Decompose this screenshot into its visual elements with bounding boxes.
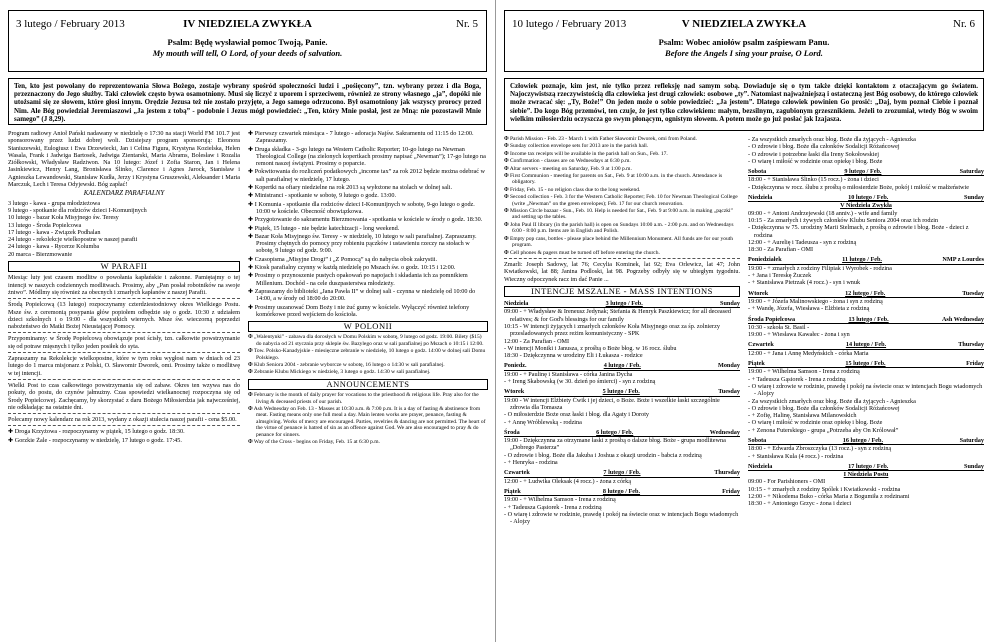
mass-line: - + Henryka - rodzina — [504, 459, 558, 467]
calendar-entry: 24 lutego - kawa - Rycerze Kolumba — [8, 243, 100, 251]
mass-date: 5 lutego / Feb. — [602, 388, 640, 396]
mass-line: - O wiarę i miłość w rodzinie oraz opiekę i błog. Boże — [748, 419, 883, 427]
list-item: ✠ Way of the Cross - begins on Friday, Feb. 15 at 6:30 p.m. — [248, 439, 488, 445]
mass-line: - Dziękczynna w 75. urodziny Marii Stelmach, z prośbą o zdrowie i błog. Boże - dzieci z rodzina — [748, 224, 969, 239]
mass-line: 12:00 - + Jana i Annę Medyńskich - córka Maria — [748, 349, 869, 357]
mass-date: 14 lutego / Feb. — [845, 341, 887, 349]
issue-number: Nr. 6 — [953, 18, 975, 30]
list-item: ✚ Droga Krzyżowa - rozpoczynamy w piątek, 15 lutego o godz. 18:30. — [8, 428, 240, 435]
mass-line: - Za wszystkich zmarłych oraz błog. Boże dla żyjących - Agnieszka — [748, 136, 916, 143]
mass-line: - + Tadeusza Gąsiorek - Irena z rodziną — [748, 375, 846, 383]
mass-day-en: Ash Wednesday — [941, 315, 984, 323]
mass-day-header — [504, 300, 740, 308]
list-item: ✠ Empty pop cans, bottles - please place behind the Millennium Monument. All funds are for our youth program. — [504, 236, 740, 249]
mass-line: 10:30 - szkoła St. Basil - — [748, 323, 810, 331]
divider — [8, 332, 240, 333]
list-item: ✠ „Walentynki” - zabawa dla dorosłych w Domu Polskim w sobotę, 9 lutego od godz. 19:00. Bilety ($15) do nabycia od 21 stycznia przy sklepie św. Bazylego oraz w sali parafialnej po Mszach o 10:15 i 12:00. — [248, 334, 488, 347]
mass-day-header — [504, 429, 740, 437]
column-a — [8, 130, 240, 638]
mass-day: Wtorek — [504, 388, 525, 396]
calendar-entry: 3 lutego - kawa - grupa młodzieżowa — [8, 199, 101, 207]
list-item: ✠ Mission Circle bazaar - Sun., Feb. 10. Help is needed for Sat., Feb. 9 at 9:00 a.m. in making „pączki” and setting up the tables. — [504, 208, 740, 221]
divider — [8, 425, 240, 426]
mass-date: 3 lutego / Feb. — [605, 300, 643, 308]
calendar-entry: 17 lutego - kawa - Związek Podhalan — [8, 228, 101, 236]
mass-line: 12:00 - Za Parafian - OMI — [504, 337, 570, 345]
calendar-entry: 13 lutego - Środa Popielcowa — [8, 221, 82, 229]
paragraph: Środą Popielcową (13 lutego) rozpoczynamy czterdziestodniowy okres Wielkiego Postu. Msze św. z ceremonią posypania głów popiołem odbędzie się o godz. 10:30 z udziałem dzieci szkolnych i o 19:00 - dla wszystkich wiernych. Msze św. wieczorną poprzedzi nabożeństwo do Matki Bożej Nieustającej Pomocy. — [8, 301, 240, 331]
divider — [504, 258, 740, 259]
list-item: ✚ Gorzkie Żale - rozpoczynamy w niedzielę, 17 lutego o godz. 17:45. — [8, 437, 240, 444]
mass-day-en: Friday — [722, 487, 740, 495]
mass-day: Czwartek — [748, 341, 774, 349]
calendar-entry: 9 lutego - spotkanie dla rodziców dzieci I-Komunijnych — [8, 206, 147, 214]
mass-line: 19:00 - + Józefa Malinowskiego - żona i syn z rodziną — [748, 297, 883, 305]
mass-line: 18:00 - + Edwarda Zbroszczyka (13 rocz.) - syn z rodziną — [748, 445, 892, 453]
mass-date: 13 lutego / Feb. — [848, 315, 889, 323]
intro-reflection: Ten, kto jest powołany do reprezentowania Słowa Bożego, zostaje wybrany spośród społeczności ludzi i „pośięcony”, tzn. wybrany przez i dla Boga, przeznaczony do Jego służby. Taki człowiek często bywa osamotniony. Musi się liczyć z uporem i sprzeciwem, również ze strony własnego „ja”, dopóki nie utożsami się ze słowem, które głosi innym. Orędzie Jezusa też nie zostało przyjęte, a Jego samego odrzucono. Był osamotniony jak wszyscy prorocy przed Nim. Ale Bóg powiedział Jeremiaszowi „Ja jestem z tobą” - podobnie i Jezus mógł powiedzieć: „Ten, który Mnie posłał, jest ze Mną: nie pozostawił Mnie samego” (J 8,29). — [8, 78, 487, 125]
paragraph: Program radiowy Anioł Pański nadawany w niedzielę o 17:30 na stacji World FM 101.7 jest sponsorowany przez ludzi dobrej woli. Dzisiejszy program sponsorują: Eleonora Staniszewski, Eulogiusz i Ewa Drzewiecki, Jan i Celina Figura, Krystyna Kozielska, Helen Wasala, Frank i Jadwiga Bartosek, Jadwiga Zientarski, Maria Abrams, Bolesław i Rozalia Ziółkowski, Władysław Radziwon. Na 10 lutego: Józef i Zofia Staron, Jan i Helena Jasinkiewicz, Henry Lang, Bronisława Ślinko, Clarence i Agnes Jarock, Stanisław i Agnieszka Lewandowski, Stanisław Kudła, Jerzy i Krystyna Gruszewski, Aleksander i Maria Marczuk, Lech i Teresa Odyjewski. Bóg zapłać! — [8, 130, 240, 189]
divider — [8, 379, 240, 380]
mass-day-header — [504, 469, 740, 477]
mass-line: 19:00 - Dziękczynna za otrzymane łaski z prośbą o dalsze błog. Boże - grupa modlitewna „Dobrego Pasterza” — [504, 437, 726, 452]
list-item: ✚ Druga składka - 3-go lutego na Western Catholic Reporter; 10-go lutego na Newman Theological College (na zielonych kopertkach prosimy napisać „Newman”); 17-go lutego na remont naszej świątyni. Prosimy o poparcie. — [248, 146, 488, 168]
psalm-pl: Psalm: Będę wysławiał pomoc Twoją, Panie. — [167, 37, 328, 47]
mass-date: 4 lutego / Feb. — [603, 362, 641, 370]
calendar-entry: 10 lutego - bazar Koła Misyjnego św. Teresy — [8, 214, 119, 222]
mass-day: Niedziela — [748, 462, 773, 470]
mass-date: 6 lutego / Feb. — [596, 428, 634, 436]
parish-news — [8, 274, 240, 426]
divider — [8, 352, 240, 353]
liturgical-day: I Niedziela Postu — [843, 471, 889, 479]
list-item: ✠ Cell phones & pagers must be turned off before entering the church. — [504, 250, 740, 256]
mass-day-en: Friday — [966, 360, 984, 368]
mass-day-en: Saturday — [959, 436, 984, 444]
mass-date: 8 lutego / Feb. — [602, 487, 641, 495]
mass-day-header — [748, 194, 984, 202]
column-b — [248, 130, 488, 638]
list-item: ✚ Prosimy o przynoszenie pustych opakowań po napojach i składania ich za pomnikiem Millenium. Dochód - na cele duszpasterstwa młodzieży. — [248, 272, 488, 287]
list-item: ✚ Pokwitowania do rozliczeń podatkowych „income tax” za rok 2012 będzie można odebrać w sali parafialnej w niedzielę, 17 lutego. — [248, 168, 488, 183]
mass-day: Sobota — [748, 436, 767, 444]
mass-day-header — [504, 362, 740, 370]
psalm-en: My mouth will tell, O Lord, of your deeds of salvation. — [152, 48, 343, 58]
mass-day-en: Sunday — [964, 194, 984, 202]
paragraph: Polecamy nowy kalendarz na rok 2013, wydany z okazji stulecia naszej parafii - cena $5.00. — [8, 416, 237, 424]
mass-line: - O wiarę i zdrowie w rodzinie, prawdę i pokój na świecie oraz w intencjach Bogu wiadomych - Alojzy — [504, 510, 739, 526]
list-item: ✠ Altar servers - meeting on Saturday, Feb. 9 at 1:00 p.m. — [504, 166, 740, 172]
paragraph: Wielki Post to czas całkowitego powstrzymania się od zabaw. Okres ten wzywa nas do pokuty, do postu, do czynów jałmużny. Czas spowiedzi wielkanocnej rozpoczyna się od Środy Popielcowej. Zachęcamy, by skorzystać z daru Bożego Miłosierdzia jak najwcześniej, nie odkładając na ostatnie dni. — [8, 381, 240, 411]
mass-line: - + Jana i Tereskę Żuczek — [748, 272, 812, 280]
list-item: ✚ Pierwszy czwartek miesiąca - 7 lutego - adoracja Najśw. Sakramentu od 11:15 do 12:00. Zapraszamy. — [248, 130, 488, 145]
issue-number: Nr. 5 — [456, 18, 478, 30]
header-box — [8, 10, 487, 72]
mass-day-header — [748, 290, 984, 298]
calendar-entry: 24 lutego - rekolekcje wielkopostne w naszej parafii — [8, 236, 138, 244]
list-item: ✠ Confirmation - classes are on Wednesdays at 6:30 p.m. — [504, 158, 740, 164]
radio-sponsors — [8, 130, 240, 188]
english-notices — [504, 136, 740, 256]
deceased-notice: Zmarli: Joseph Sadowy, lat 76; Cecylia Kominek, lat 92; Eva Orlewicz, lat 47; John Kwiatkowski, lat 88; Janina Podloski, lat 98. Pogrzeby odbyły się w ubiegłym tygodniu. Wieczny odpoczynek racz im dać Panie ... — [504, 260, 740, 283]
calendar-title: KALENDARZ PARAFIALNY — [83, 189, 165, 198]
sunday-title: V NIEDZIELA ZWYKŁA — [681, 18, 807, 30]
mass-line: 10:15 - + zmarłych z rodziny Spólek i Kwiatkowski - rodzina — [748, 485, 901, 493]
section-announcements: ANNOUNCEMENTS — [248, 379, 488, 390]
mass-line: - O zdrowie i potrzebne łaski dla Ireny Sokołowskiej — [748, 150, 879, 158]
mass-line: - Za wszystkich zmarłych oraz błog. Boże dla żyjących - Agnieszka — [748, 397, 916, 405]
mass-day: Poniedziałek — [748, 256, 782, 264]
mass-date: 16 lutego / Feb. — [842, 436, 884, 444]
mass-line: 12:00 - + Aurelię i Tadeusza - syn z rodziną — [748, 238, 857, 246]
mass-line: - + Stanisława Kula (4 rocz.) - rodzina — [748, 452, 844, 460]
mass-day-en: Tuesday — [962, 289, 984, 297]
mass-line: 19:00 - + Wiesława Kawałec - żona i syn — [748, 331, 850, 339]
divider — [8, 298, 240, 299]
mass-line: 10:15 - Za zmarłych i żywych członków Klubu Seniora 2004 oraz ich rodzin — [748, 216, 939, 224]
mass-day: Środa — [504, 428, 520, 436]
mass-line: 09:00 - + Antoni Andrzejewski (18 anniv.) - wife and family — [748, 209, 898, 217]
paragraph: Przypominamy: w Środę Popielcową obowiązuje post ścisły, tzn. całkowite powstrzymanie się od potraw mięsnych i tylko jeden posiłek do syta. — [8, 335, 240, 350]
issue-date: 10 lutego / February 2013 — [512, 18, 627, 30]
list-item: ✚ Ministranci - spotkanie w sobotę, 9 lutego o godz. 13:00. — [248, 192, 488, 199]
mass-date: 10 lutego / Feb. — [848, 194, 889, 202]
list-item: ✚ Prosimy uszanować Dom Boży i nie żuć gumy w kościele. Wyłączyć również telefony komórkowe przed wejściem do kościoła. — [248, 304, 488, 319]
mass-line: - O wiarę i zdrowie w rodzinie, prawdę i pokój na świecie oraz w intencjach Bogu wiadomych - Alojzy — [748, 382, 983, 398]
mass-line: 09:00 - + Władysław & Ireneusz Jedynak; Stefania & Henryk Paszkiewicz; for all deceased relatives; & for God's blessings for our family — [504, 308, 731, 323]
mass-day: Niedziela — [504, 300, 529, 308]
mass-day-en: Sunday — [964, 462, 984, 470]
mass-day-header — [748, 341, 984, 349]
mass-line: - O zdrowie i błog. Boże dla członków Sodalicji Różańcowej — [748, 404, 900, 412]
mass-line: - W intencji Moniki i Janusza, z prośbą o Boże błog. w 16 rocz. ślubu — [504, 344, 677, 352]
mass-day-en: Thursday — [958, 341, 984, 349]
mass-line: 18:00 - + Stanisława Ślinko (15 rocz.) - żona i dzieci — [748, 176, 879, 184]
mass-intentions-b — [748, 168, 984, 507]
intro-reflection: Człowiek poznaje, kim jest, nie tylko przez refleksję nad samym sobą. Dowiaduje się o tym także dzięki kontaktom z otaczającym go światem. Najoczywistszą rzeczywistością dla człowieka jest drugi człowiek: osobowe „ty”. Natomiast najważniejszą i ostateczną jest Bóg osobowy, do którego człowiek może zwracać się: „Ty, Boże!” On jeden może o sobie powiedzieć: „Ja jestem”. Dlatego człowiek powinien Go prosić: „Daj, bym poznał Ciebie i poznał siebie”. Do kogo Bóg przemówi, ten czuje, że jest tylko człowiekiem: małym, bezsilnym, zagubionym grzesznikiem. Jeżeli to zrozumiał, wtedy Bóg w swoim wielkim miłosierdziu oczyszcza go swym płonącym, ognistym słowem. A potem może go już posłać jak Izajasza. — [504, 78, 984, 131]
mass-day: Piątek — [748, 360, 765, 368]
mass-date: 15 lutego / Feb. — [845, 360, 886, 368]
column-b — [748, 136, 984, 638]
list-item: ✚ I Komunia - spotkanie dla rodziców dzieci I-Komunijnych w sobotę, 9-go lutego o godz. 10:00 w kościele. Obecność obowiązkowa. — [248, 201, 488, 216]
mass-line: 19:00 - W intencji Elżbiety Ćwik i jej dzieci, o Boże. Boże i wszelkie łaski szczególnie zdrowia dla Tomasza — [504, 396, 720, 411]
mass-day: Piątek — [504, 487, 521, 495]
english-announcements — [248, 392, 488, 445]
list-item: ✠ Ash Wednesday on Feb. 13 - Masses at 10:30 a.m. & 7:00 p.m. It is a day of fasting & abstinence from meat. Fasting means only one full meal a day. Main lenten works are prayer, penance, fasting & almsgiving. Works of mercy are encouraged. Parties, revelries & dancing are not permitted. The heart of the virtue of penance is hatred of sin as an offence against God. We are also encouraged to pray & do penance for sinners. — [248, 406, 488, 438]
mass-date: 11 lutego / Feb. — [842, 256, 882, 264]
mass-line: - Dziękczynna w rocz. ślubu z prośbą o miłosierdzie Boże, pokój i miłość w małżeństwie — [748, 183, 969, 191]
mass-date: 12 lutego / Feb. — [845, 289, 886, 297]
list-item: ✚ Kiosk parafialny czynny w każdą niedzielę po Mszach św. o godz. 10:15 i 12:00. — [248, 264, 488, 271]
psalm — [9, 37, 486, 59]
paragraph: Miesiąc luty jest czasem modlitw o powołania kapłańskie i zakonne. Pamiętajmy o tej intencji w naszych codziennych modlitwach. Prosimy, aby „Pan posłał robotników na swoje żniwo”. Módlmy się również za obecnych i zmarłych kapłanów z naszej Parafii. — [8, 274, 240, 296]
mass-line: 19:00 - + Wilhelma Samson - Irena z rodziną — [748, 368, 860, 376]
mass-day-en: Thursday — [714, 469, 740, 477]
list-item: ✠ John Paul II library (in the parish hall) is open on Sundays 10:00 a.m. - 2:00 p.m. and on Wednesdays 6:00 - 8:00 p.m. Items are in English and Polish. — [504, 222, 740, 235]
divider — [8, 413, 240, 414]
mass-line: 19:00 - + Paulinę i Stanisława - córka Janina Dycha — [504, 370, 633, 378]
bulletin-page-right — [496, 0, 992, 642]
mass-day-header — [748, 360, 984, 368]
mass-day: Czwartek — [504, 469, 530, 477]
column-a — [504, 136, 740, 638]
mass-line: - + Tadeusza Gąsiorek - Irena z rodziną — [504, 503, 602, 511]
mass-line: - + Stanisława Pietrzak (4 rocz.) - syn i wnuk — [748, 279, 861, 287]
header-box — [504, 10, 984, 72]
psalm-en: Before the Angels I sing your praise, O Lord. — [665, 48, 823, 58]
mass-day-en: Sunday — [720, 300, 740, 308]
mass-day-header — [748, 437, 984, 445]
paragraph: Zapraszamy na Rekolekcje wielkopostne, które w tym roku wygłosi nam w dniach od 23 lutego do 1 marca misjonarz z Polski, O. Sławomir Dworek, omi. Prosimy także o modlitwę w tej intencji. — [8, 355, 240, 377]
section-w-polonii: W POLONII — [248, 321, 488, 332]
list-item: ✠ Parish Mission - Feb. 23 - March 1 with Father Sławomir Dworek, omi from Poland. — [504, 136, 740, 142]
list-item: ✠ Sunday collection envelope sets for 2013 are in the parish hall. — [504, 143, 740, 149]
list-item: ✚ Piątek, 15 lutego - nie będzie katechizacji - long weekend. — [248, 225, 488, 232]
section-w-parafii: W PARAFII — [8, 261, 240, 272]
mass-day: Środa Popielcowa — [748, 315, 796, 323]
mass-line: 09:00 - For Parishioners - OMI — [748, 478, 826, 486]
list-item: ✚ Bazar Koła Misyjnego św. Teresy - w niedzielę, 10 lutego w sali parafialnej. Zapraszamy. Prosimy chętnych do pomocy przy robieniu pączków i ustawieniu rzeczy na stołach w sobotę, 9 lutego od godz. 9:00. — [248, 233, 488, 255]
mass-day-header — [748, 463, 984, 471]
mass-line: - + Zenona Futerskiego - grupa „Potrzeba aby On Królował” — [748, 426, 899, 434]
list-item: ✚ Zapraszamy do biblioteki „Jana Pawła II” w dolnej sali - czynna w niedzielę od 10:00 do 14:00, a w środy od 18:00 do 20:00. — [248, 288, 488, 303]
mass-date: 9 lutego / Feb. — [844, 168, 882, 176]
mass-day-en: NMP z Lourdes — [942, 256, 984, 264]
list-item: ✠ Second collection - Feb. 3 for the Western Catholic Reporter; Feb. 10 for Newman Theological College (write „Newman” on the green envelopes); Feb. 17 for our church renovation. — [504, 194, 740, 207]
mass-line: - + Zofię, Halinę, Stanisława Milanowskich — [748, 412, 857, 420]
list-item: ✠ Klub Seniora 2004 - zebranie wyborcze w sobotę, 16 lutego o 14:30 w sali parafialnej. — [248, 362, 488, 368]
list-item: ✠ Income tax receipts will be available in the parish hall on Sun., Feb. 17. — [504, 151, 740, 157]
polonia-notices — [248, 334, 488, 375]
mass-line: - O zdrowie i błog. Boże dla Jakuba i Joshua z okazji urodzin - babcia z rodziną — [504, 451, 702, 459]
mass-line: 18:30 - Za Parafian - OMI — [748, 246, 814, 254]
mass-day-en: Saturday — [959, 168, 984, 176]
mass-line: 12:00 - + Nikodema Buko - córka Maria z Bogumiła z rodzinami — [748, 493, 910, 501]
mass-date: 17 lutego / Feb. — [848, 462, 889, 470]
section-mass-intentions: INTENCJE MSZALNE - MASS INTENTIONS — [504, 286, 740, 297]
mass-day-en: Wednesday — [709, 428, 740, 436]
list-item: ✚ Czasopisma „Misyjne Drogi” i „Z Pomocą” są do nabycia obok zakrystii. — [248, 256, 488, 263]
parish-calendar — [8, 200, 240, 258]
mass-date: 7 lutego / Feb. — [603, 469, 641, 477]
list-item: ✚ Kopertki na ofiary niedzielne na rok 2013 są wyłożone na stolach w dolnej sali. — [248, 184, 488, 191]
mass-line: - O zdrowie i błog. Boże dla członków Sodalicji Różańcowej — [748, 143, 900, 151]
mass-line: 18:30 - + Antoniego Grzyc - żona i dzieci — [748, 500, 852, 508]
mass-day: Sobota — [748, 168, 767, 176]
mass-line: 10:15 - W intencji żyjących i zmarłych członków Koła Misyjnego oraz za śp. zolnierzy przesladowanych przez reżim komunistyczny - SPK — [504, 322, 720, 338]
list-item: ✠ First Communion - meeting for parents on Sat., Feb. 9 at 10:00 a.m. in the church. Attendance is obligatory. — [504, 173, 740, 186]
list-item: ✚ Przygotowanie do sakramentu Bierzmowania - spotkania w kościele w środy o godz. 18:30. — [248, 216, 488, 223]
mass-day-en: Tuesday — [718, 388, 740, 396]
mass-intentions-cont — [748, 136, 984, 165]
mass-day-header — [748, 256, 984, 264]
mass-day: Poniedz. — [504, 362, 527, 370]
mass-day-header — [504, 488, 740, 496]
liturgical-day: V Niedziela Zwykła — [840, 202, 892, 210]
sunday-title: IV NIEDZIELA ZWYKŁA — [183, 18, 312, 30]
mass-day: Niedziela — [748, 194, 773, 202]
calendar-entry: 20 marca - Bierzmowanie — [8, 250, 73, 258]
mass-line: - O wiarę i miłość w rodzinie oraz opiekę i błog. Boże — [748, 157, 883, 165]
mass-day: Wtorek — [748, 289, 769, 297]
issue-date: 3 lutego / February 2013 — [16, 18, 125, 30]
list-item: ✠ February is the month of daily prayer for vocations to the priesthood & religious life. Pray also for the living & deceased priests of our parish. — [248, 392, 488, 405]
parish-items — [8, 428, 240, 444]
mass-line: 19:00 - + zmarłych z rodziny Filipiak i Wyrobek - rodzina — [748, 264, 892, 272]
mass-day-header — [504, 388, 740, 396]
mass-day-header — [748, 316, 984, 324]
psalm-pl: Psalm: Wobec aniołów psalm zaśpiewam Panu. — [658, 37, 830, 47]
mass-line: - + Ireng Skabowską (w 30. dzień po śmierci) - syn z rodziną — [504, 378, 656, 386]
list-item: ✠ Tow. Polsko-Kanadyjskie - miesięczne zebranie w niedzielę, 10 lutego o godz. 14:00 w dolnej sali Domu Polskiego. — [248, 348, 488, 361]
list-item: ✠ Zebranie Klubu Mickiego w niedzielę, 3 lutego o godz. 14:30 w sali parafialnej. — [248, 369, 488, 375]
psalm — [505, 37, 983, 59]
mass-day-en: Monday — [717, 362, 740, 370]
list-item: ✠ Friday, Feb. 15 - no religion class due to the long weekend. — [504, 187, 740, 193]
mass-line: 19:00 - + Wilhelma Samson - Irena z rodziną — [504, 496, 616, 504]
mass-line: - + Wandę, Józefa, Wiesława - Elżbieta z rodziną — [748, 305, 870, 313]
mass-line: 18:30 - Dziękczynna w urodziny Eli i Łukasza - rodzice — [504, 352, 643, 360]
parish-notices — [248, 130, 488, 318]
mass-intentions-a — [504, 300, 740, 525]
mass-line: - + Annę Wróblewską - rodzina — [504, 418, 582, 426]
mass-line: - O miłosierdzie Boże oraz łaski i błog. dla Agaty i Doroty — [504, 411, 650, 419]
mass-line: 12:00 - + Ludwika Oleksak (4 rocz.) - żona z córką — [504, 477, 632, 485]
